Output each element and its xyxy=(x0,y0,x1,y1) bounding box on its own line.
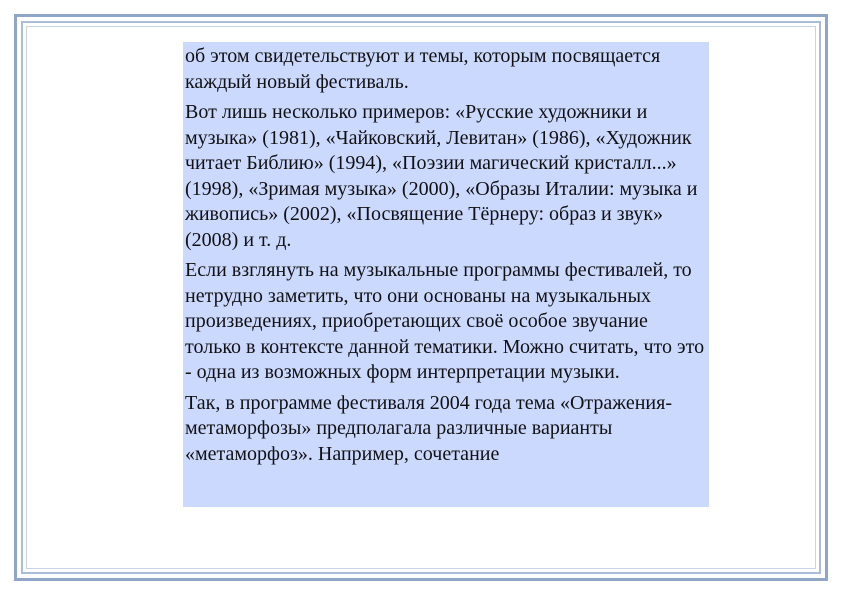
paragraph: об этом свидетельствуют и темы, которым посвящается каждый новый фестиваль. xyxy=(185,45,661,93)
paragraph: Так, в программе фестиваля 2004 года тема «Отражения-метаморфозы» предполагала различные варианты «метаморфоз». Например, сочетание xyxy=(185,391,672,465)
paragraph: Если взглянуть на музыкальные программы фестивалей, то нетрудно заметить, что они основаны на музыкальных произведениях, приобретающих своё особое звучание только в контексте данной тематики. Можно считать, что это - одна из возможных форм интерпретации музыки. xyxy=(185,259,705,383)
text-block xyxy=(183,42,709,507)
paragraph: Вот лишь несколько примеров: «Русские художники и музыка» (1981), «Чайковский, Левитан» (1986), «Художник читает Библию» (1994), «Поэзии магический кристалл...» (1998), «Зримая музыка» (2000), «Образы Италии: музыка и живопись» (2002), «Посвящение Тёрнеру: образ и звук» (2008) и т. д. xyxy=(185,101,698,251)
